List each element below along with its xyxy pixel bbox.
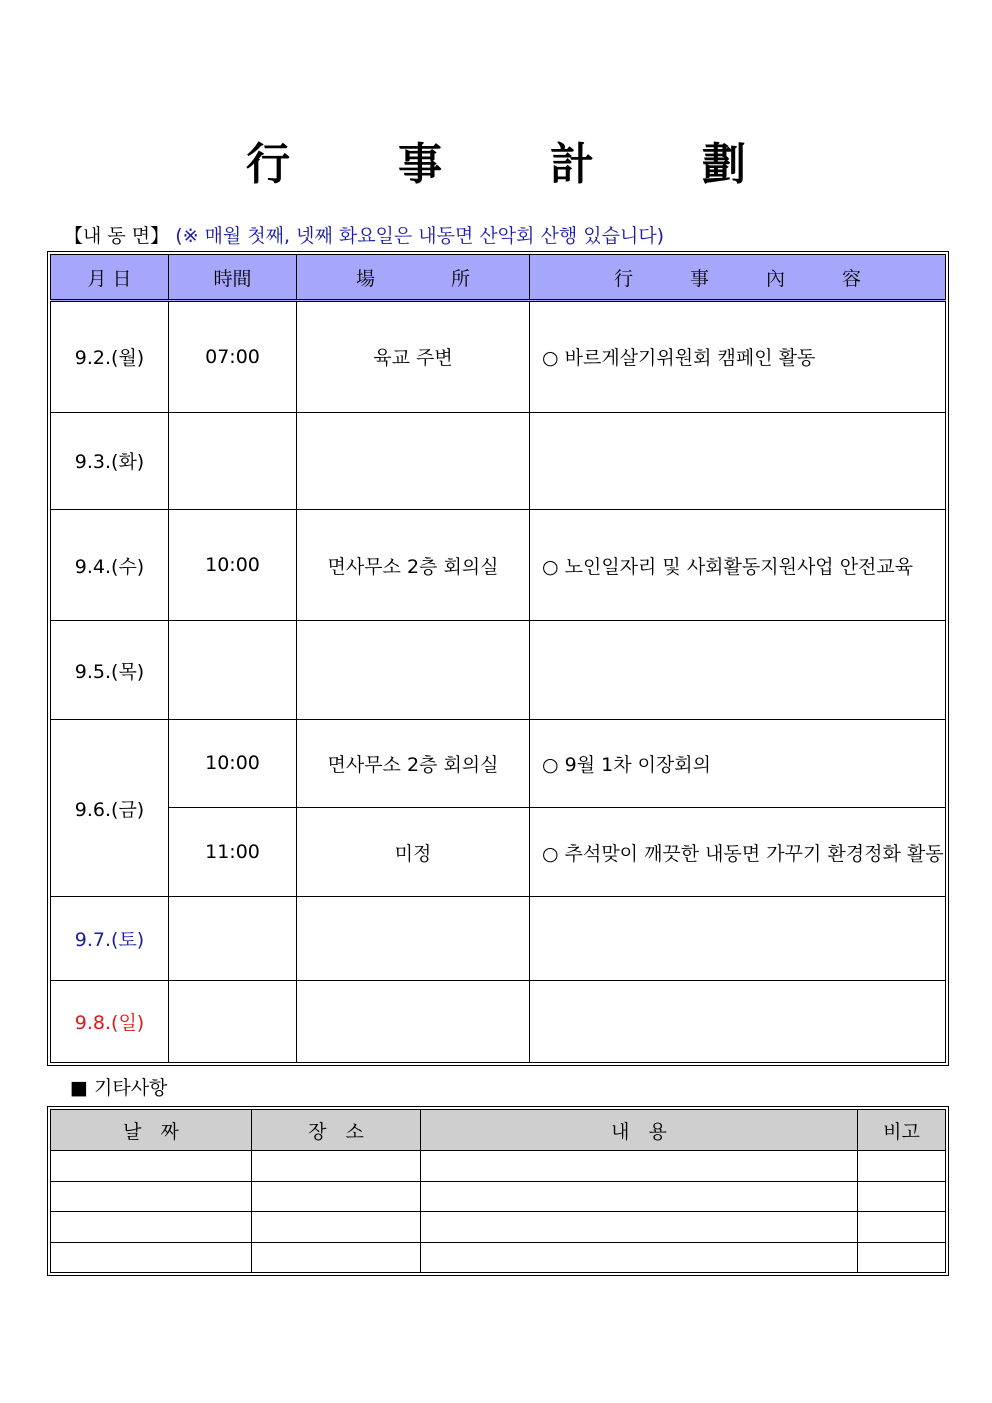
etc-cell: [51, 1212, 252, 1243]
row-place: [297, 897, 530, 980]
etc-header-note: 비고: [858, 1110, 946, 1151]
etc-header-row: [51, 1110, 946, 1151]
table-row: [51, 621, 946, 719]
etc-cell: [252, 1242, 421, 1273]
etc-table: [50, 1109, 946, 1273]
table-row: [51, 1181, 946, 1212]
etc-frame: [47, 1106, 949, 1276]
subtitle-note: (※ 매월 첫째, 넷째 화요일은 내동면 산악회 산행 있습니다): [169, 225, 665, 247]
table-row: [51, 980, 946, 1062]
table-row: [51, 1242, 946, 1273]
etc-cell: [858, 1151, 946, 1182]
title-char: 計: [550, 139, 594, 190]
row-content: ○ 노인일자리 및 사회활동지원사업 안전교육: [530, 509, 946, 620]
row-place: [297, 980, 530, 1062]
header-content: 行 事 內 容: [530, 255, 946, 301]
etc-label: ■ 기타사항: [70, 1077, 168, 1099]
table-row: [51, 1151, 946, 1182]
row-time: 07:00: [169, 301, 297, 412]
row-place: [297, 621, 530, 719]
row-time: 10:00: [169, 719, 297, 807]
row-place: 미정: [297, 808, 530, 897]
table-row: [51, 412, 946, 509]
row-time: [169, 621, 297, 719]
row-content: ○ 9월 1차 이장회의: [530, 719, 946, 807]
row-content: [530, 621, 946, 719]
etc-cell: [421, 1181, 858, 1212]
etc-header-place: 장 소: [252, 1110, 421, 1151]
etc-cell: [252, 1181, 421, 1212]
subtitle-unit: 【내 동 면】: [64, 225, 170, 247]
row-content: ○ 바르게살기위원회 캠페인 활동: [530, 301, 946, 412]
row-time: 11:00: [169, 808, 297, 897]
table-row: [51, 509, 946, 620]
schedule-frame: [47, 251, 949, 1066]
etc-cell: [858, 1242, 946, 1273]
etc-cell: [252, 1212, 421, 1243]
schedule-table: [50, 254, 946, 1063]
etc-cell: [252, 1151, 421, 1182]
etc-cell: [421, 1242, 858, 1273]
header-place: 場 所: [297, 255, 530, 301]
title-char: 事: [398, 139, 442, 190]
row-place: 면사무소 2층 회의실: [297, 719, 530, 807]
row-time: [169, 980, 297, 1062]
row-date: 9.6.(금): [51, 719, 169, 897]
row-time: 10:00: [169, 509, 297, 620]
row-place: 면사무소 2층 회의실: [297, 509, 530, 620]
etc-header-date: 날 짜: [51, 1110, 252, 1151]
row-date: 9.8.(일): [51, 980, 169, 1062]
row-date: 9.2.(월): [51, 301, 169, 412]
etc-cell: [421, 1151, 858, 1182]
row-content: ○ 추석맞이 깨끗한 내동면 가꾸기 환경정화 활동: [530, 808, 946, 897]
etc-header-content: 내 용: [421, 1110, 858, 1151]
etc-cell: [421, 1212, 858, 1243]
table-row: [51, 719, 946, 807]
table-row: [51, 897, 946, 980]
row-content: [530, 980, 946, 1062]
row-date: 9.4.(수): [51, 509, 169, 620]
row-date: 9.3.(화): [51, 412, 169, 509]
etc-cell: [858, 1181, 946, 1212]
table-row: [51, 808, 946, 897]
row-time: [169, 897, 297, 980]
etc-cell: [51, 1181, 252, 1212]
etc-cell: [51, 1151, 252, 1182]
row-date: 9.5.(목): [51, 621, 169, 719]
etc-cell: [858, 1212, 946, 1243]
row-content: [530, 897, 946, 980]
row-content: [530, 412, 946, 509]
schedule-header-row: [51, 255, 946, 301]
table-row: [51, 301, 946, 412]
subtitle: [64, 221, 664, 248]
etc-cell: [51, 1242, 252, 1273]
row-place: [297, 412, 530, 509]
row-place: 육교 주변: [297, 301, 530, 412]
title-char: 行: [246, 139, 290, 190]
header-time: 時間: [169, 255, 297, 301]
table-row: [51, 1212, 946, 1243]
header-date: 月 日: [51, 255, 169, 301]
row-time: [169, 412, 297, 509]
page-title: [0, 128, 992, 192]
row-date: 9.7.(토): [51, 897, 169, 980]
title-char: 劃: [702, 139, 746, 190]
